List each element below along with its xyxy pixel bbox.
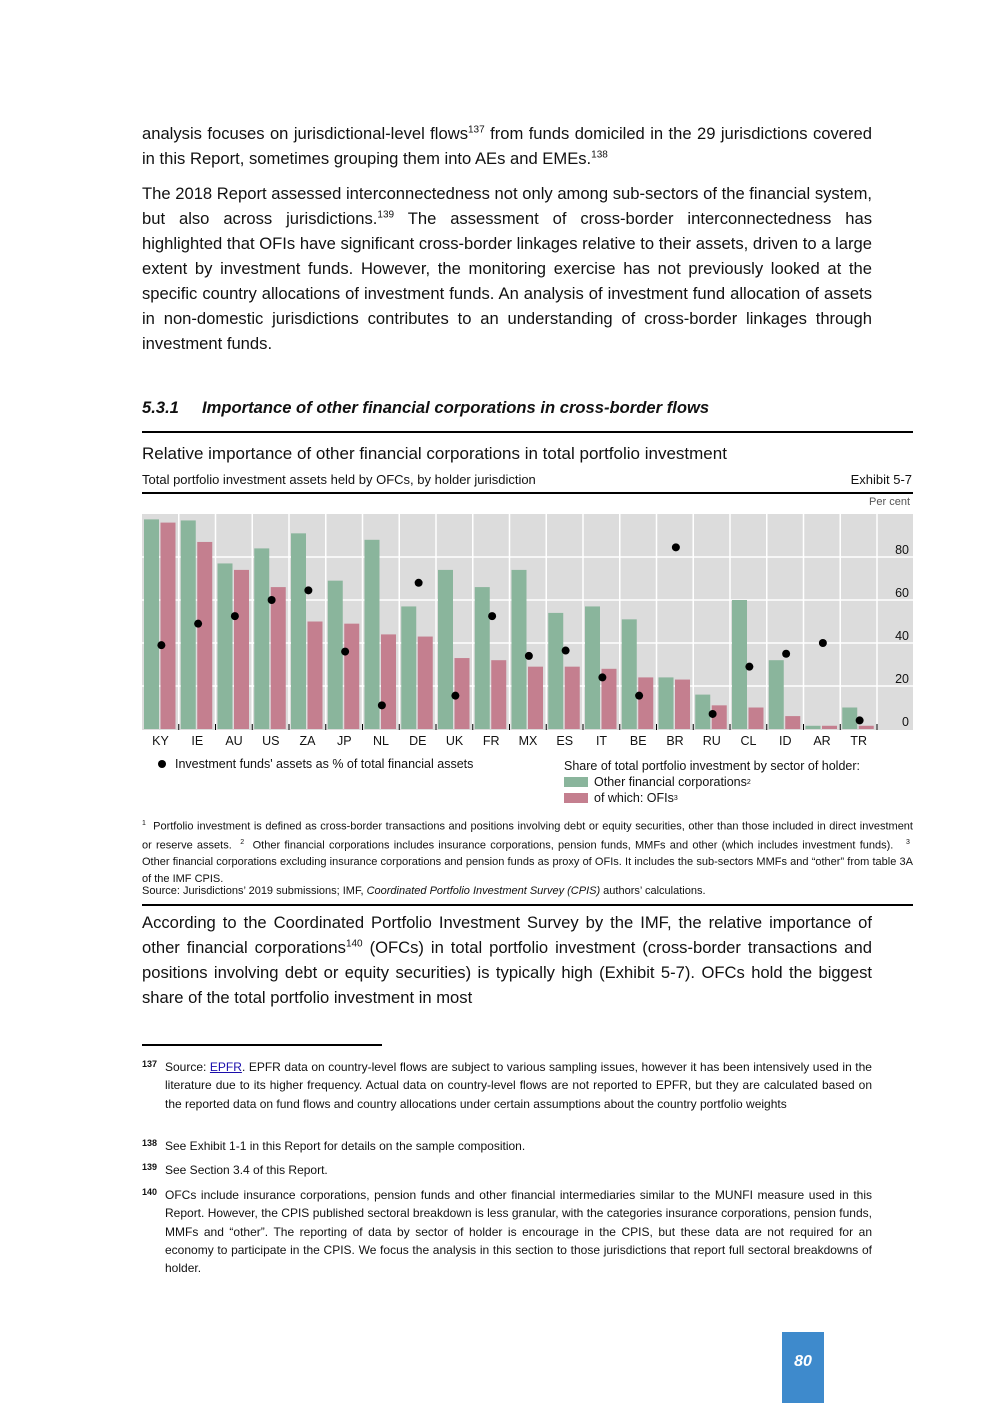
exhibit-mid-rule [142, 492, 913, 494]
exhibit-source [142, 885, 706, 897]
x-axis-label: JP [336, 734, 352, 748]
pink-swatch-icon [564, 793, 588, 803]
x-axis-label: FR [482, 734, 500, 748]
ofc-bar [512, 570, 527, 729]
footnote-ref[interactable]: 137 [468, 124, 485, 136]
legend-bars [564, 759, 860, 805]
ofi-bar [565, 667, 580, 729]
investment-fund-dot [525, 652, 533, 660]
text: authors’ calculations. [600, 885, 706, 897]
legend-label: Other financial corporations [594, 775, 747, 789]
page-number: 80 [782, 1332, 824, 1403]
section-heading [142, 398, 709, 418]
exhibit-top-rule [142, 431, 913, 433]
ofi-bar [528, 667, 543, 729]
ofc-bar [769, 660, 784, 729]
text: The assessment of cross-border interconnectedness has highlighted that OFIs have significant cross-border linkages relative to their assets, driven to a large extent by investment funds. However, the monitoring exercise has not previously looked at the specific country allocations of investment funds. An analysis of investment fund allocation of assets in non-domestic jurisdictions contributes to an understanding of cross-border linkages through investment funds. [142, 209, 872, 353]
note-num: 3 [906, 839, 910, 847]
ofi-bar [271, 587, 286, 729]
y-axis-label: 40 [895, 629, 909, 643]
investment-fund-dot [268, 596, 276, 604]
ofc-bar [401, 606, 416, 729]
x-axis-label: RU [702, 734, 721, 748]
ofc-bar [291, 533, 306, 729]
x-axis-label: ES [556, 734, 574, 748]
investment-fund-dot [709, 710, 717, 718]
x-axis-label: US [262, 734, 280, 748]
x-axis-label: AU [225, 734, 243, 748]
ofc-bar [585, 606, 600, 729]
ofc-bar [622, 619, 637, 729]
investment-fund-dot [598, 673, 606, 681]
unit-label: Per cent [869, 496, 910, 508]
footnote-number: 137 [142, 1059, 158, 1069]
legend-item-ofc [564, 775, 860, 789]
section-number: 5.3.1 [142, 398, 179, 417]
note-2: Other financial corporations includes insurance corporations, pension funds, MMFs and other (which includes investment funds). [252, 839, 894, 852]
investment-fund-dot [341, 648, 349, 656]
investment-fund-dot [488, 612, 496, 620]
ofi-bar [344, 624, 359, 729]
ofi-bar [822, 726, 837, 729]
text: See Exhibit 1-1 in this Report for details on the sample composition. [165, 1139, 526, 1153]
legend-label: of which: OFIs [594, 791, 674, 805]
investment-fund-dot [635, 692, 643, 700]
ofi-bar [675, 680, 690, 729]
chart-plot-area [142, 514, 913, 730]
investment-fund-dot [782, 650, 790, 658]
footnote-138 [142, 1137, 872, 1155]
exhibit-bottom-rule [142, 904, 913, 906]
investment-fund-dot [562, 647, 570, 655]
text: Source: [165, 1060, 210, 1074]
ofi-bar [418, 637, 433, 729]
ofc-bar [806, 726, 821, 729]
text: Source: Jurisdictions’ 2019 submissions; IMF, [142, 885, 367, 897]
ofc-bar [218, 563, 233, 729]
x-axis-label: ZA [299, 734, 316, 748]
x-axis-label: BE [629, 734, 647, 748]
x-axis-label: BR [666, 734, 684, 748]
x-axis-label: TR [850, 734, 868, 748]
x-axis-label: KY [152, 734, 169, 748]
ofi-bar [308, 622, 323, 730]
note-num: 2 [240, 839, 245, 847]
exhibit-subtitle: Total portfolio investment assets held by OFCs, by holder jurisdiction [142, 472, 536, 487]
investment-fund-dot [819, 639, 827, 647]
text: from funds domiciled in the 29 jurisdictions covered in this Report, sometimes grouping them into AEs and EMEs. [142, 124, 872, 168]
x-axis-label: IE [191, 734, 204, 748]
y-axis-label: 20 [895, 672, 909, 686]
ofi-bar [381, 634, 396, 729]
x-axis-label: UK [445, 734, 464, 748]
footnote-139 [142, 1161, 872, 1179]
ofc-bar [659, 677, 674, 729]
footnote-ref[interactable]: 138 [591, 149, 608, 161]
investment-fund-dot [194, 620, 202, 628]
ofi-bar [161, 523, 176, 729]
footnote-ref[interactable]: 140 [345, 938, 363, 950]
x-axis-label: NL [373, 734, 389, 748]
exhibit-title: Relative importance of other financial corporations in total portfolio investment [142, 444, 727, 463]
investment-fund-dot [672, 543, 680, 551]
ofc-bar [254, 548, 269, 729]
y-axis-label: 0 [902, 715, 909, 729]
epfr-link[interactable]: EPFR [209, 1060, 242, 1074]
exhibit-notes [142, 816, 913, 887]
ofc-bar [732, 600, 747, 729]
investment-fund-dot [856, 716, 864, 724]
ofi-bar [785, 716, 800, 729]
ofc-bar [365, 540, 380, 729]
investment-fund-dot [415, 579, 423, 587]
ofc-bar [181, 520, 196, 729]
x-axis-labels [142, 734, 877, 750]
note-1: Portfolio investment is defined as cross-border transactions and positions involving debt or equity securities, other than those included in direct investment or reserve assets. [142, 820, 913, 852]
y-axis-label: 60 [895, 586, 909, 600]
legend-header: Share of total portfolio investment by sector of holder: [564, 759, 860, 773]
text: According to the Coordinated Portfolio Investment Survey by the IMF, the relative importance of other financial corporations [142, 913, 872, 957]
bar-chart [142, 514, 913, 730]
investment-fund-dot [451, 692, 459, 700]
note-3: Other financial corporations excluding insurance corporations and pension funds as proxy of OFIs. It includes the sub-sectors MMFs and “other” from table 3A of the IMF CPIS. [142, 856, 913, 885]
legend-label: Investment funds' assets as % of total financial assets [175, 757, 474, 771]
ofc-bar [548, 613, 563, 729]
ofc-bar [438, 570, 453, 729]
x-axis-label: ID [779, 734, 792, 748]
investment-fund-dot [231, 612, 239, 620]
body-paragraph-3 [142, 910, 872, 1010]
text: See Section 3.4 of this Report. [165, 1163, 328, 1177]
ofc-bar [842, 708, 857, 730]
x-axis-label: IT [595, 734, 608, 748]
x-axis-label: MX [518, 734, 538, 748]
text: (OFCs) in total portfolio investment (cross-border transactions and positions involving debt or equity securities) is typically high (Exhibit 5-7). OFCs hold the biggest share of the total portfolio investment in most [142, 938, 872, 1007]
investment-fund-dot [745, 663, 753, 671]
text: Coordinated Portfolio Investment Survey (CPIS) [366, 885, 601, 897]
text: OFCs include insurance corporations, pension funds and other financial intermediaries similar to the MUNFI measure used in this Report. However, the CPIS published sectoral breakdown is less granular, with the categories insurance corporations, pension funds, MMFs and “other”. The reporting of data by sector of holder is encourage in the CPIS, but these data are not required for an economy to participate in the CPIS. We focus the analysis in this section to those jurisdictions that report full sectoral breakdowns of holder. [165, 1188, 872, 1276]
note-num: 1 [142, 820, 146, 827]
legend-dot-item [158, 757, 473, 771]
ofi-bar [234, 570, 249, 729]
text: The 2018 Report assessed interconnectedness not only among sub-sectors of the financial system, but also across jurisdictions. [142, 184, 872, 228]
legend-item-ofi [564, 791, 860, 805]
note-ref: 3 [673, 794, 678, 802]
ofc-bar [695, 695, 710, 729]
footnote-number: 138 [142, 1138, 158, 1148]
text: analysis focuses on jurisdictional-level flows [142, 124, 468, 143]
investment-fund-dot [304, 586, 312, 594]
footnote-137 [142, 1058, 872, 1113]
footnote-ref[interactable]: 139 [377, 209, 395, 221]
x-axis-label: DE [409, 734, 427, 748]
footnote-separator [142, 1044, 382, 1046]
ofi-bar [749, 708, 764, 730]
ofc-bar [475, 587, 490, 729]
ofi-bar [491, 660, 506, 729]
body-paragraph-1 [142, 121, 872, 171]
ofc-bar [144, 519, 159, 729]
body-paragraph-2 [142, 181, 872, 356]
section-title: Importance of other financial corporations in cross-border flows [202, 398, 710, 417]
note-ref: 2 [746, 778, 751, 786]
ofi-bar [197, 542, 212, 729]
footnote-number: 139 [142, 1162, 158, 1172]
investment-fund-dot [378, 701, 386, 709]
x-axis-label: CL [740, 734, 757, 748]
ofi-bar [859, 726, 874, 729]
green-swatch-icon [564, 777, 588, 787]
footnote-number: 140 [142, 1187, 158, 1197]
y-axis-label: 80 [895, 543, 909, 557]
ofc-bar [328, 581, 343, 729]
exhibit-id: Exhibit 5-7 [850, 472, 912, 487]
x-axis-label: AR [813, 734, 831, 748]
text: . EPFR data on country-level flows are subject to various sampling issues, however it has been intensively used in the literature due to its higher frequency. Actual data on country-level flows are not reported to EPFR, but they are calculated based on the reported data on fund flows and country allocations under certain assumptions about the country portfolio weights [165, 1060, 872, 1111]
ofi-bar [638, 677, 653, 729]
footnote-140 [142, 1186, 872, 1277]
investment-fund-dot [157, 641, 165, 649]
dot-marker-icon [158, 760, 166, 768]
